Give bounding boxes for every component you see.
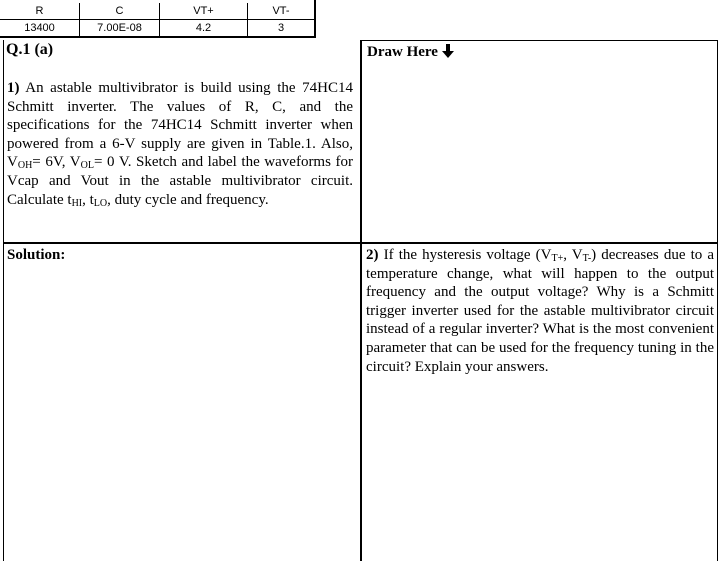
value-vt-plus: 4.2 [159,19,247,36]
part-1-text-2: Sketch and label the waveforms for Vcap and Vout in the astable multivibrator circuit. Calculate t [7,154,354,208]
question-title: Q.1 (a) [6,41,54,58]
header-vt-plus: VT+ [159,3,247,19]
part-1-text-3: , duty cycle and frequency. [107,191,269,208]
question-part-1 [7,79,353,209]
parameter-table-header-row [0,3,316,19]
part-2-text-c: ) decreases due to a temperature change, what will happen to the output frequency and the output voltage? Why is a Schmitt trigger inverter used for the astable multivibrator circuit instead of a regular inverter? What is the most convenient parameter that can be used for the frequency tuning in the circuit? Explain your answers. [366,247,715,375]
draw-here-label [367,43,454,62]
draw-here-text: Draw Here [367,44,438,60]
header-r: R [35,5,44,17]
part-2-text-b: , V [563,247,583,263]
header-vt-minus: VT- [247,3,314,19]
part-1-text: An astable multivibrator is build using the 74HC14 Schmitt inverter. The values of R, C, and the specifications for the 74HC14 Schmitt inverter when powered from a 6-V supply are given in Table.1. Also, [7,80,353,152]
solution-label: Solution: [7,247,66,263]
value-vt-minus: 3 [247,19,314,36]
grid-border-left [3,40,4,561]
question-part-2 [366,246,714,376]
part-1-separator: , t [82,191,94,208]
vol-label: V [69,154,81,171]
parameter-table [0,0,316,38]
part-1-number: 1) [7,80,20,96]
grid-border-top-right [360,40,718,41]
voh-subscript: OH [17,160,33,172]
vt-plus-subscript: T+ [551,253,564,264]
down-arrow-icon [442,44,454,58]
voh-label: V [7,154,18,171]
grid-divider-vertical [360,40,362,561]
grid-divider-horizontal [3,242,718,244]
grid-border-right [717,40,718,561]
header-c: C [79,3,159,19]
thi-subscript: HI [71,197,83,209]
vol-subscript: OL [80,160,94,172]
part-2-number: 2) [366,247,379,263]
value-r: 13400 [0,19,79,36]
tlo-subscript: LO [93,197,108,209]
parameter-table-value-row [0,19,316,36]
vt-minus-subscript: T- [582,253,592,264]
voh-value: = 6V, [32,154,66,171]
value-c: 7.00E-08 [79,19,159,36]
vol-value: = 0 V. [93,154,132,171]
part-2-text-a: If the hysteresis voltage (V [383,247,552,263]
